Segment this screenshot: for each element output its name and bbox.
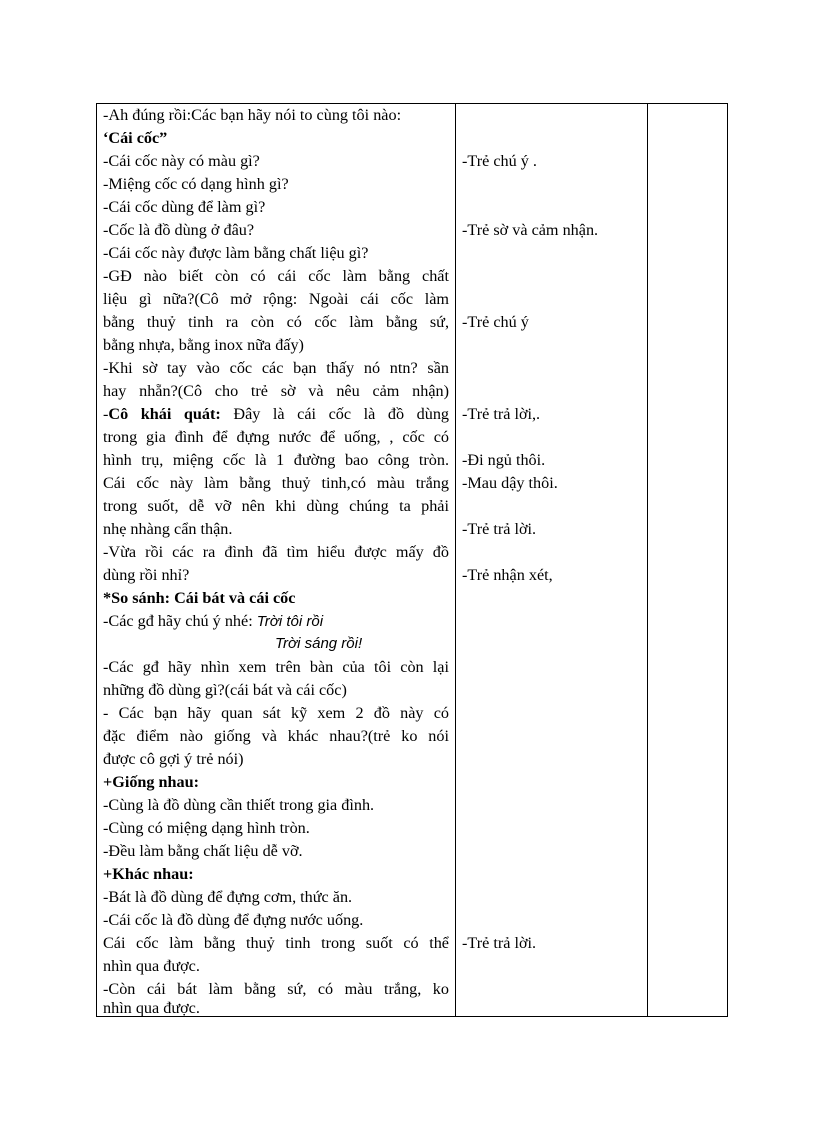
text-line: -Đều làm bằng chất liệu dễ vỡ. (103, 842, 303, 860)
text-line: -Cái cốc này được làm bằng chất liệu gì? (103, 244, 369, 262)
child-response: -Đi ngủ thôi. (462, 451, 546, 469)
text-line: -Cốc là đồ dùng ở đâu? (103, 221, 255, 239)
text-line: trong gia đình để đựng nước để uống, , cốc có (103, 428, 449, 446)
column-divider-2 (647, 104, 648, 1016)
text-line: -Miệng cốc có dạng hình gì? (103, 175, 289, 193)
summary-label: Cô khái quát: (108, 405, 221, 423)
song-line-2: Trời sáng rồi! (275, 635, 363, 652)
child-response: -Trẻ chú ý . (462, 152, 537, 170)
text-line: liệu gì nữa?(Cô mở rộng: Ngoài cái cốc làm (103, 290, 449, 308)
text-line: -Cái cốc là đồ dùng để đựng nước uống. (103, 911, 364, 929)
similar-heading: +Giống nhau: (103, 773, 200, 791)
prompt-text: -Các gđ hãy chú ý nhé: (103, 612, 257, 630)
text-line: đặc điểm nào giống và khác nhau?(trẻ ko nói (103, 727, 449, 745)
object-name-heading: ‘Cái cốc” (103, 129, 168, 147)
text-line: -GĐ nào biết còn có cái cốc làm bằng chất (103, 267, 449, 285)
text-line: Cái cốc làm bằng thuỷ tinh trong suốt có thể (103, 934, 449, 952)
text-line: -Cùng có miệng dạng hình tròn. (103, 819, 310, 837)
text-line: -Còn cái bát làm bằng sứ, có màu trắng, ko (103, 980, 449, 998)
different-heading: +Khác nhau: (103, 865, 194, 883)
text-line: -Cái cốc dùng để làm gì? (103, 198, 266, 216)
text-line: -Ah đúng rồi:Các bạn hãy nói to cùng tôi nào: (103, 106, 402, 124)
text-line: trong suốt, dễ vỡ nên khi dùng chúng ta phải (103, 497, 449, 515)
text-line: bằng thuỷ tinh ra còn có cốc làm bằng sứ, (103, 313, 449, 331)
text-line: nhìn qua được. (103, 999, 200, 1017)
compare-heading: *So sánh: Cái bát và cái cốc (103, 589, 296, 607)
text-line: -Cùng là đồ dùng cần thiết trong gia đình. (103, 796, 375, 814)
summary-text: Đây là cái cốc là đồ dùng (233, 405, 450, 423)
child-response: -Mau dậy thôi. (462, 474, 558, 492)
text-line: nhìn qua được. (103, 957, 200, 975)
text-line: bằng nhựa, bằng inox nữa đấy) (103, 336, 304, 354)
song-line-1: Trời tôi rồi (256, 613, 324, 630)
text-line: nhẹ nhàng cẩn thận. (103, 520, 233, 538)
summary-line (103, 403, 449, 425)
text-line: -Cái cốc này có màu gì? (103, 152, 260, 170)
column-divider-1 (455, 104, 456, 1016)
text-line: dùng rồi nhỉ? (103, 566, 190, 584)
child-response: -Trẻ trả lời. (462, 934, 537, 952)
text-line: -Bát là đồ dùng để đựng cơm, thức ăn. (103, 888, 353, 906)
text-line (103, 610, 323, 633)
text-line: hình trụ, miệng cốc là 1 đường bao công tròn. (103, 451, 449, 469)
child-response: -Trẻ trả lời. (462, 520, 537, 538)
summary-prefix: - (103, 405, 109, 423)
text-line: - Các bạn hãy quan sát kỹ xem 2 đồ này có (103, 704, 449, 722)
text-line: -Vừa rồi các ra đình đã tìm hiểu được mấy đồ (103, 543, 449, 561)
text-line: -Các gđ hãy nhìn xem trên bàn của tôi còn lại (103, 658, 449, 676)
text-line: được cô gợi ý trẻ nói) (103, 750, 244, 768)
text-line: -Khi sờ tay vào cốc các bạn thấy nó ntn? sần (103, 359, 449, 377)
lesson-plan-table (96, 103, 728, 1017)
child-response: -Trẻ trả lời,. (462, 405, 541, 423)
child-response: -Trẻ nhận xét, (462, 566, 553, 584)
child-response: -Trẻ chú ý (462, 313, 529, 331)
text-line: hay nhẵn?(Cô cho trẻ sờ và nêu cảm nhận) (103, 382, 449, 400)
child-response: -Trẻ sờ và cảm nhận. (462, 221, 599, 239)
text-line: những đồ dùng gì?(cái bát và cái cốc) (103, 681, 347, 699)
text-line: Cái cốc này làm bằng thuỷ tinh,có màu trắng (103, 474, 449, 492)
